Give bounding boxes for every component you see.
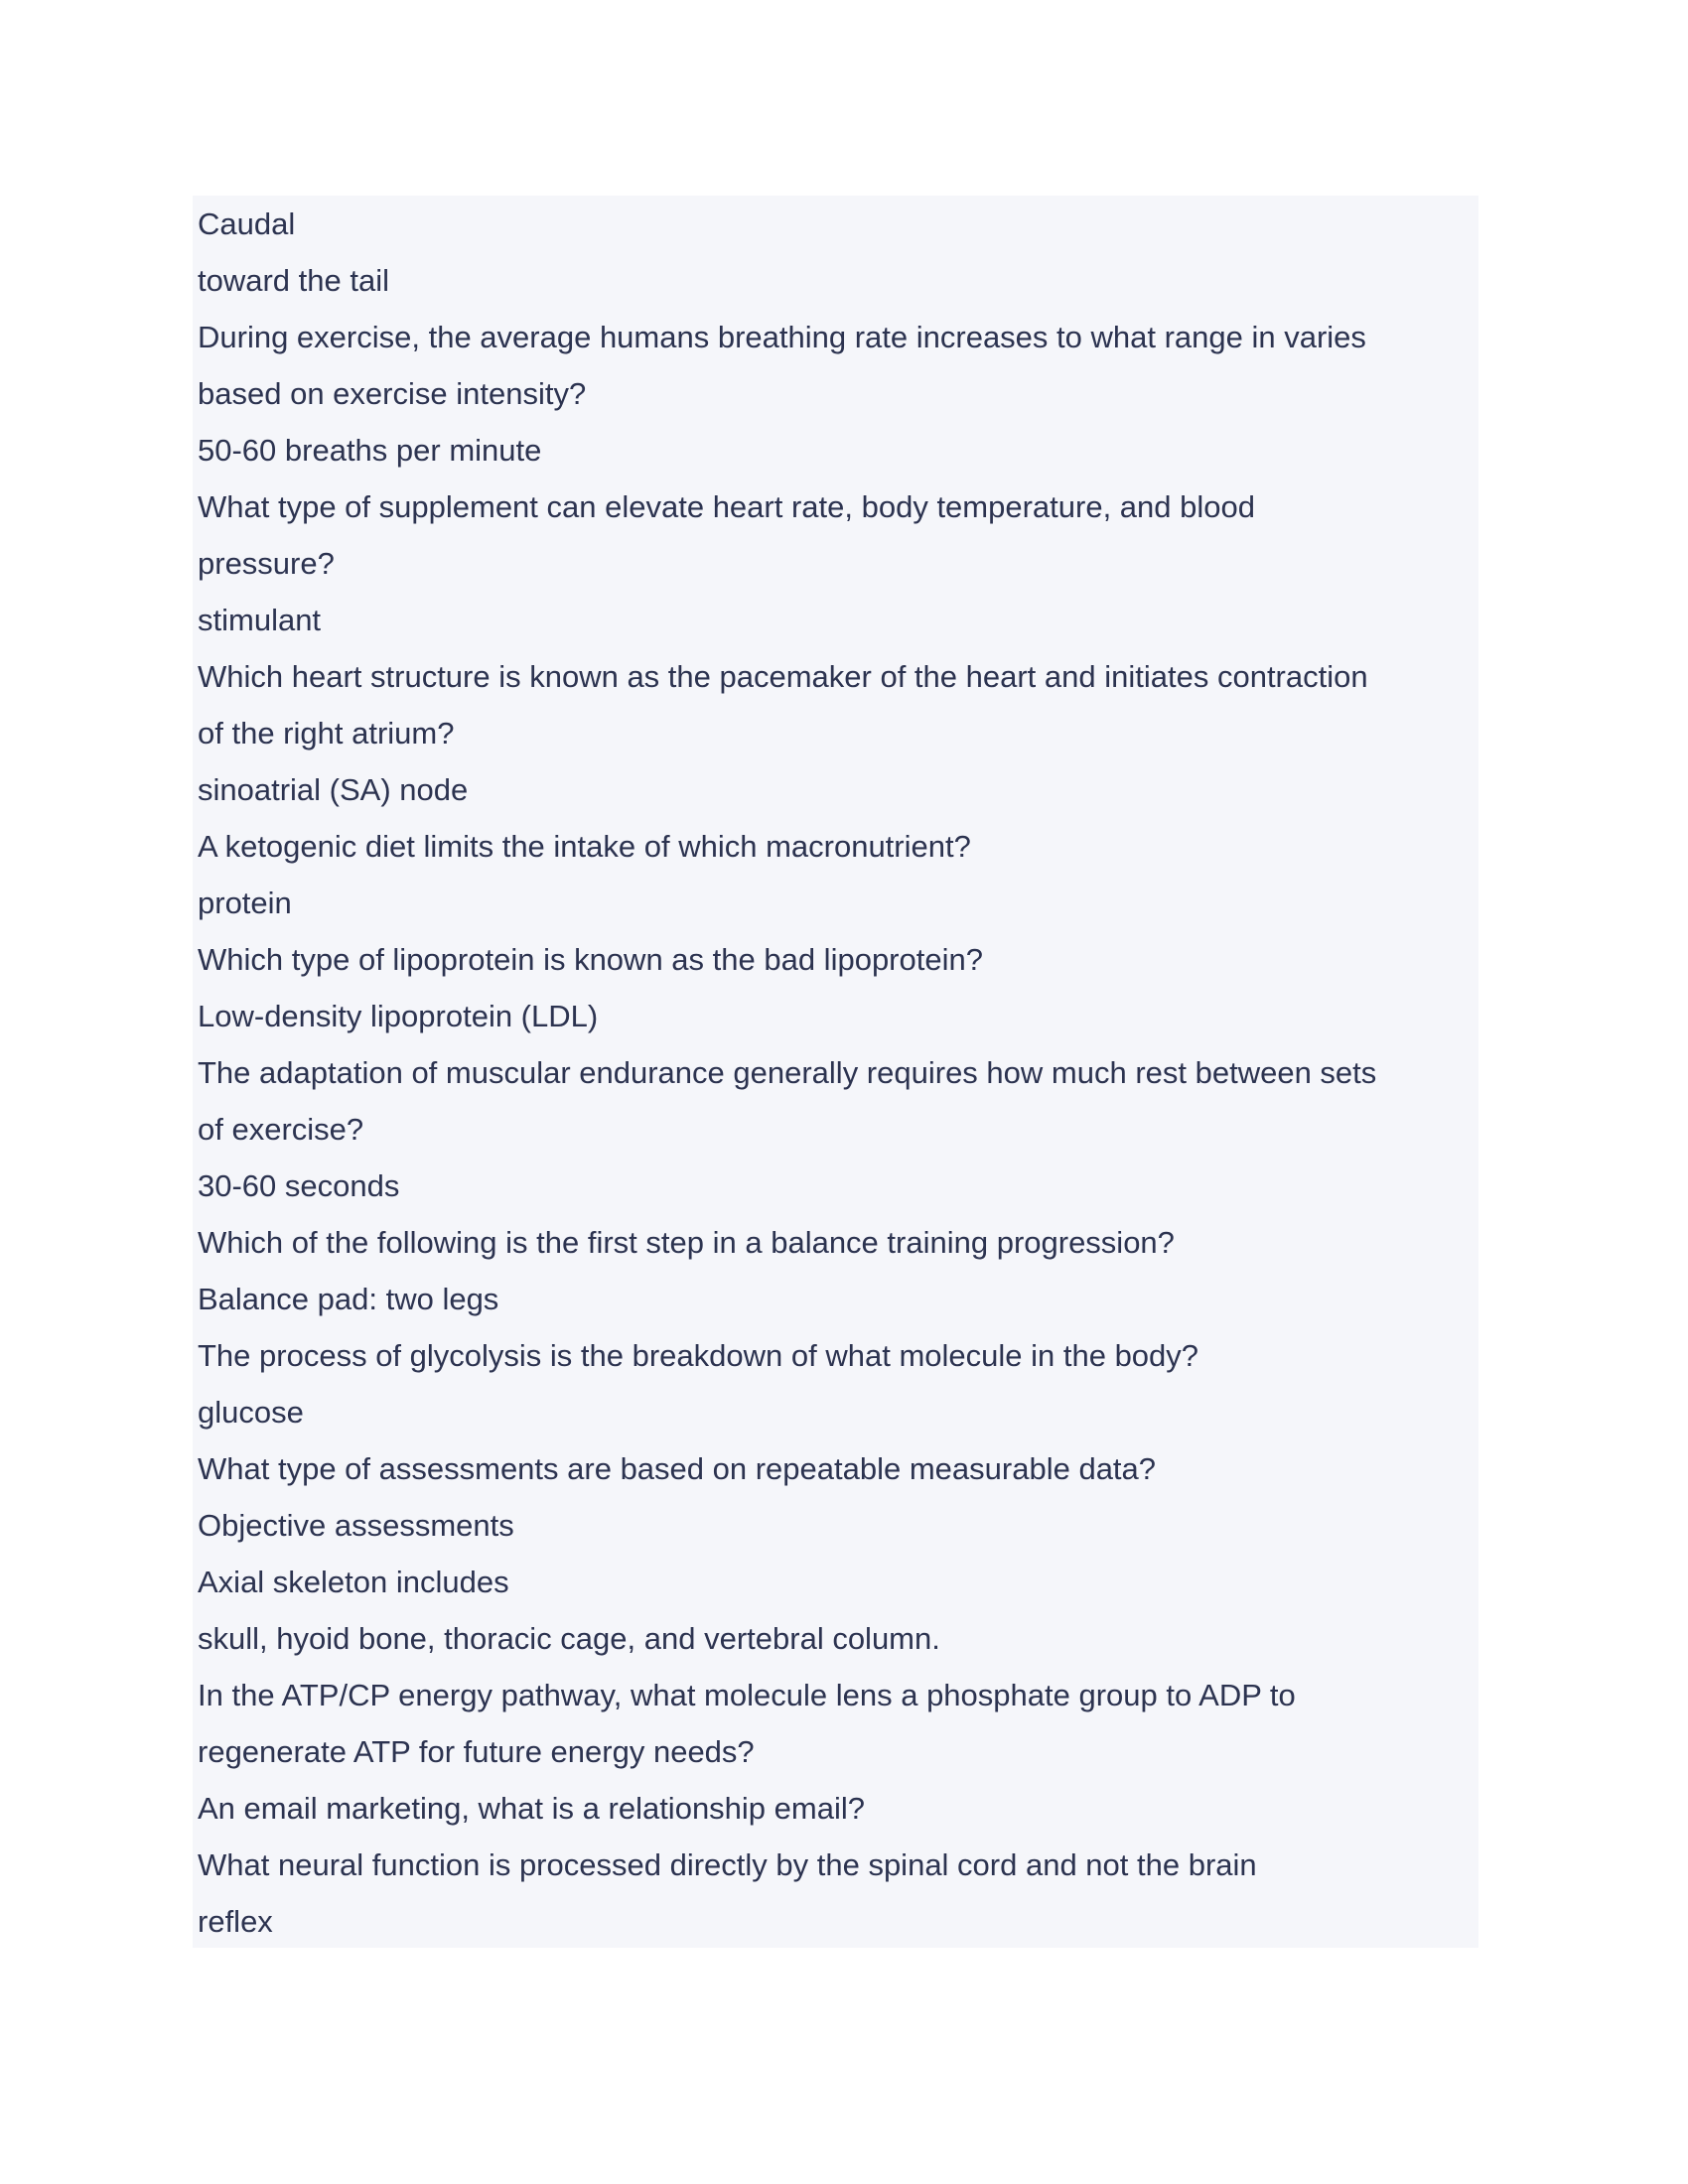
text-line: based on exercise intensity? [198,376,587,411]
text-line: regenerate ATP for future energy needs? [198,1734,755,1769]
text-line: 50-60 breaths per minute [198,433,542,468]
text-line: The process of glycolysis is the breakdown of what molecule in the body? [198,1338,1199,1373]
text-line: glucose [198,1395,304,1430]
text-line: Objective assessments [198,1508,514,1543]
text-line: of exercise? [198,1112,364,1147]
text-line: toward the tail [198,263,389,298]
text-line: protein [198,886,292,920]
text-line: An email marketing, what is a relationship email? [198,1791,865,1826]
text-line: sinoatrial (SA) node [198,772,469,807]
text-line: During exercise, the average humans breathing rate increases to what range in varies [198,320,1366,354]
text-line: Which of the following is the first step in a balance training progression? [198,1225,1175,1260]
text-line: In the ATP/CP energy pathway, what molecule lens a phosphate group to ADP to [198,1678,1296,1712]
text-line: A ketogenic diet limits the intake of which macronutrient? [198,829,971,864]
text-line: Low-density lipoprotein (LDL) [198,999,599,1033]
text-line: What type of supplement can elevate heart rate, body temperature, and blood [198,489,1255,524]
text-line: What neural function is processed directly by the spinal cord and not the brain [198,1847,1257,1882]
flashcard-text-block [193,196,1478,1948]
text-line: Balance pad: two legs [198,1282,499,1316]
text-line: pressure? [198,546,335,581]
text-line: stimulant [198,603,322,637]
text-line: What type of assessments are based on repeatable measurable data? [198,1451,1157,1486]
text-line: of the right atrium? [198,716,455,751]
text-line: Caudal [198,206,296,241]
text-line: Which heart structure is known as the pacemaker of the heart and initiates contraction [198,659,1368,694]
text-line: The adaptation of muscular endurance generally requires how much rest between sets [198,1055,1377,1090]
text-line: skull, hyoid bone, thoracic cage, and vertebral column. [198,1621,940,1656]
text-line: Axial skeleton includes [198,1565,509,1599]
text-line: 30-60 seconds [198,1168,400,1203]
text-line: Which type of lipoprotein is known as the bad lipoprotein? [198,942,983,977]
text-line: reflex [198,1904,273,1939]
